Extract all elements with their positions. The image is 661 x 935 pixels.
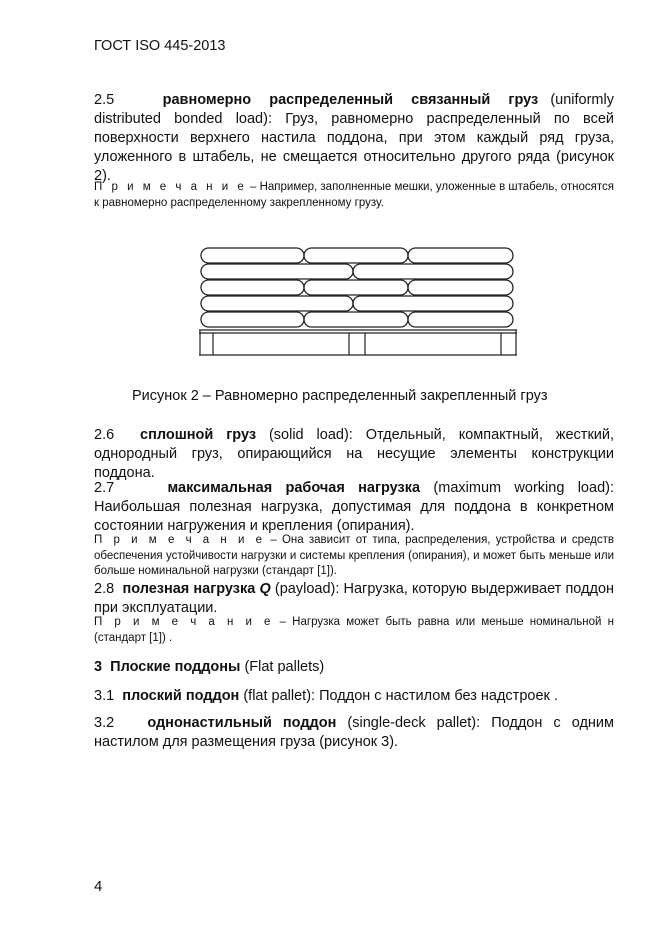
section-3-heading <box>94 659 324 675</box>
term: равномерно распределенный связанный груз <box>162 92 539 108</box>
note-text: – Нагрузка может быть равна или меньше номинальной н (стандарт [1]) . <box>94 616 614 644</box>
definition: Поддон с одним настилом для размещения груза (рисунок 3). <box>94 715 614 750</box>
bag <box>201 312 304 327</box>
clause-number: 2.6 <box>94 427 115 443</box>
clause-2-6 <box>94 426 614 483</box>
figure-2-bonded-load <box>199 244 519 359</box>
bag <box>304 248 408 263</box>
clause-2-8 <box>94 580 614 618</box>
note-label: П р и м е ч а н и е <box>94 616 274 628</box>
page-number: 4 <box>94 878 103 895</box>
definition: Поддон с настилом без надстроек . <box>319 688 558 704</box>
note-2-7 <box>94 533 614 580</box>
clause-number: 2.7 <box>94 480 115 496</box>
term: сплошной груз <box>140 427 257 443</box>
document-header: ГОСТ ISO 445-2013 <box>94 38 226 54</box>
bag <box>304 312 408 327</box>
definition: Нагрузка, которую выдерживает поддон при эксплуатации. <box>94 581 615 616</box>
term: максимальная рабочая нагрузка <box>167 480 421 496</box>
definition: Отдельный, компактный, жесткий, однородный груз, опирающийся на несущие элементы конструкции поддона. <box>94 427 615 481</box>
section-title: Плоские поддоны <box>110 659 241 675</box>
pallet <box>199 330 517 355</box>
bag <box>201 296 353 311</box>
note-label: П р и м е ч а н и е <box>94 181 247 193</box>
term-english: (payload): <box>274 581 340 597</box>
section-title-english: (Flat pallets) <box>244 659 325 675</box>
note-2-5 <box>94 180 614 211</box>
term-english: (maximum working load): <box>433 480 614 496</box>
clause-number: 2.5 <box>94 92 115 108</box>
bag <box>201 248 304 263</box>
note-text: – Например, заполненные мешки, уложенные в штабель, относятся к равномерно распределенному закрепленному грузу. <box>94 181 614 209</box>
term-english: (flat pallet): <box>243 688 316 704</box>
bag <box>201 280 304 295</box>
clause-2-5 <box>94 91 614 186</box>
term: плоский поддон <box>122 688 240 704</box>
definition: Наибольшая полезная нагрузка, допустимая для поддона в конкретном состоянии нагружения и крепления (опирания). <box>94 499 614 534</box>
clause-number: 2.8 <box>94 581 115 597</box>
note-label: П р и м е ч а н и е <box>94 534 266 546</box>
term-english: (solid load): <box>268 427 353 443</box>
definition: Груз, равномерно распределенный по всей поверхности верхнего настила поддона, при этом каждый ряд груза, уложенного в штабель, не смещается относительно другого ряда (рисунок 2). <box>94 111 614 184</box>
bag <box>353 296 513 311</box>
term: однонастильный поддон <box>147 715 337 731</box>
figure-2-caption: Рисунок 2 – Равномерно распределенный закрепленный груз <box>132 388 548 404</box>
note-2-8 <box>94 615 614 646</box>
bag <box>201 264 353 279</box>
bag <box>353 264 513 279</box>
bag <box>408 312 513 327</box>
term-symbol: Q <box>259 581 271 597</box>
bag <box>408 280 513 295</box>
note-text: – Она зависит от типа, распределения, устройства и средств обеспечения устойчивости нагрузки и системы крепления (опирания), и может быть меньше или больше номинальной нагрузки (стандарт [1]). <box>94 534 615 577</box>
term: полезная нагрузка <box>122 581 256 597</box>
clause-number: 3.1 <box>94 688 115 704</box>
clause-3-2 <box>94 714 614 752</box>
clause-3-1 <box>94 687 614 706</box>
section-number: 3 <box>94 659 103 675</box>
term-english: (uniformly distributed bonded load): <box>94 92 614 127</box>
clause-number: 3.2 <box>94 715 115 731</box>
term-english: (single-deck pallet): <box>347 715 481 731</box>
clause-2-7 <box>94 479 614 536</box>
bag <box>408 248 513 263</box>
bag <box>304 280 408 295</box>
